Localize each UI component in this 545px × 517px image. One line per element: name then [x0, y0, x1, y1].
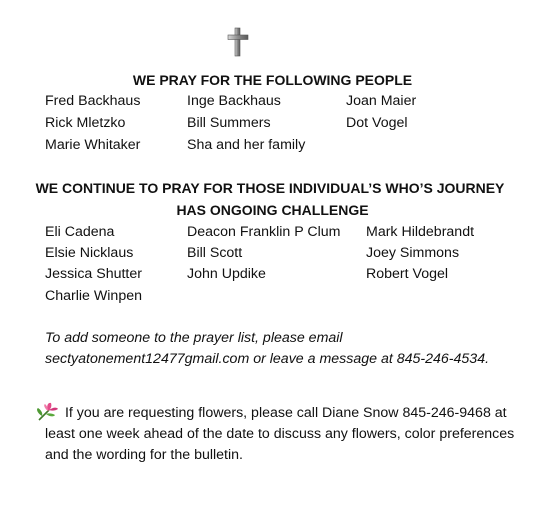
cross-icon [227, 27, 249, 57]
list-item: Fred Backhaus [45, 93, 141, 109]
list-item: Joey Simmons [366, 245, 460, 261]
list-item: Inge Backhaus [187, 93, 281, 109]
prayer-list-note: To add someone to the prayer list, please email sectyatonement12477gmail.com or leave a message at 845-246-4534. [45, 330, 490, 367]
list-item: Robert Vogel [366, 266, 449, 282]
list-item: Dot Vogel [346, 115, 408, 131]
section1-heading: WE PRAY FOR THE FOLLOWING PEOPLE [132, 72, 413, 88]
flowers-note-text: If you are requesting flowers, please call Diane Snow 845-246-9468 at least one week ahead of the date to discuss any flowers, color preferences and the wording for the bulletin. [45, 405, 515, 463]
list-item: Rick Mletzko [45, 115, 126, 131]
list-item: Marie Whitaker [45, 137, 141, 153]
flower-icon [35, 401, 61, 421]
list-item: Elsie Nicklaus [45, 245, 134, 261]
list-item: Eli Cadena [45, 224, 115, 240]
section2-heading-line2: HAS ONGOING CHALLENGE [176, 202, 369, 218]
list-item: Bill Summers [187, 115, 271, 131]
flowers-note [45, 401, 515, 466]
section2-heading-line1: WE CONTINUE TO PRAY FOR THOSE INDIVIDUAL’S WHO’S JOURNEY [35, 180, 505, 196]
list-item: Bill Scott [187, 245, 243, 261]
list-item: Jessica Shutter [45, 266, 142, 282]
list-item: John Updike [187, 266, 266, 282]
list-item: Mark Hildebrandt [366, 224, 475, 240]
list-item: Sha and her family [187, 137, 306, 153]
list-item: Deacon Franklin P Clum [187, 224, 341, 240]
list-item: Charlie Winpen [45, 288, 142, 304]
list-item: Joan Maier [346, 93, 417, 109]
